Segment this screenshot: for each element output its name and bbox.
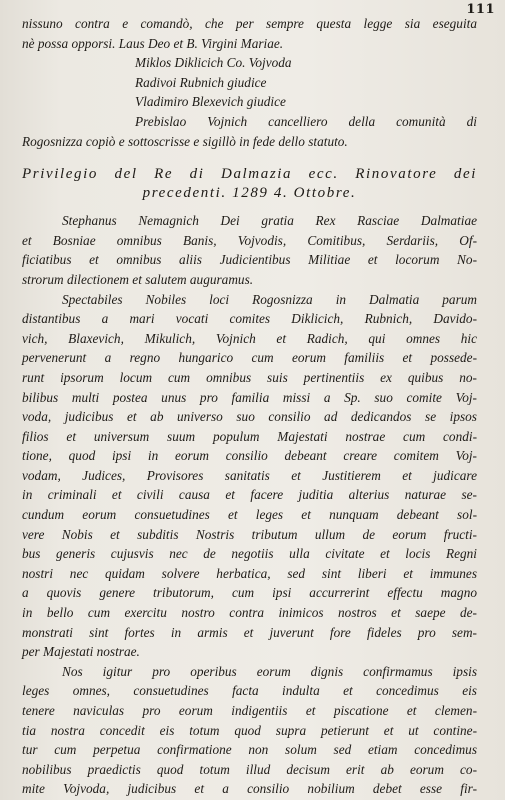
paragraph-line: distantibus a mari vocati comites Diklicich, Rubnich, Davido- [22, 311, 477, 327]
paragraph-line: tur cum perpetua confirmatione non solum sed etiam concedimus [22, 742, 477, 758]
section-heading: Privilegio del Re di Dalmazia ecc. Rinovatore dei [22, 166, 477, 183]
signature-line: Miklos Diklicich Co. Vojvoda [135, 55, 292, 71]
paragraph-line: in bello cum exercitu nostro contra inimicos nostros et saepe de- [22, 605, 477, 621]
paragraph-line: mite Vojvoda, judicibus et a consilio nobilium debet esse fir- [22, 781, 477, 797]
paragraph-line: vodam, Judices, Provisores sanitatis et Justitierem et judicare [22, 467, 477, 483]
paragraph-line: Spectabiles Nobiles loci Rogosnizza in Dalmatia parum [62, 291, 477, 307]
paragraph-line: ficiatibus et omnibus aliis Judicientibus Militiae et locorum No- [22, 252, 477, 268]
paragraph-line: vich, Blaxevich, Mikulich, Vojnich et Radich, qui omnes hic [22, 330, 477, 346]
paragraph-line: per Majestati nostrae. [22, 644, 140, 660]
paragraph-line: et Bosniae omnibus Banis, Vojvodis, Comitibus, Serdariis, Of- [22, 232, 477, 248]
paragraph-line: tione, quod ipsi in eorum consilio debeant creare comitem Voj- [22, 448, 477, 464]
paragraph-line: in criminali et civili causa et facere juditia alterius naturae se- [22, 487, 477, 503]
paragraph-line: filios et universum suum populum Majestati nostrae cum condi- [22, 428, 477, 444]
paragraph-line: cundum eorum consuetudines et leges et nunquam debeant sol- [22, 507, 477, 523]
opening-line: nissuno contra e comandò, che per sempre questa legge sia eseguita [22, 16, 477, 31]
opening-line: nè possa opporsi. Laus Deo et B. Virgini Mariae. [22, 35, 284, 51]
paragraph-line: pervenerunt a regno hungarico cum eorum familiis et possede- [22, 350, 477, 366]
page-text [22, 14, 477, 799]
paragraph-line: nostri nec quidam solvere herbatica, sed sint liberi et immunes [22, 565, 477, 581]
paragraph-line: vere Nobis et subditis Nostris tributum ullum de eorum fructi- [22, 526, 477, 542]
signature-line: Vladimiro Blexevich giudice [135, 94, 286, 110]
paragraph-line: Nos igitur pro operibus eorum dignis confirmamus ipsis [62, 663, 477, 679]
paragraph-line: a quovis genere tributorum, cum ipsi accurrerint effectu magno [22, 585, 477, 601]
paragraph-line: bilibus multi postea unus pro familia missi a Sp. suo comite Voj- [22, 389, 477, 405]
paragraph-line: tenere naviculas pro eorum indigentiis et piscatione et clemen- [22, 703, 477, 718]
paragraph-line: nobilibus praedictis quod totum illud decisum erit ab eorum co- [22, 761, 477, 777]
paragraph-line: leges omnes, consuetudines facta indulta et concedimus eis [22, 683, 477, 699]
page-number: 111 [466, 2, 495, 17]
paragraph-line: runt ipsorum locum cum omnibus suis pertinentiis ex quibus no- [22, 369, 477, 385]
closing-line: Rogosnizza copiò e sottoscrisse e sigillò in fede dello statuto. [22, 133, 348, 149]
signature-line: Radivoi Rubnich giudice [135, 74, 267, 90]
paragraph-line: voda, judicibus et ab universo suo consilio ad dedicandos se ipsos [22, 409, 477, 425]
paragraph-line: monstrati sint fortes in armis et juverunt fore fideles pro sem- [22, 624, 477, 640]
paragraph-line: bus generis cujusvis nec de negotiis ulla civitate et locis Regni [22, 546, 477, 562]
section-heading: precedenti. 1289 4. Ottobre. [142, 185, 357, 202]
paragraph-line: Stephanus Nemagnich Dei gratia Rex Rasciae Dalmatiae [62, 213, 477, 229]
signature-line: Prebislao Vojnich cancelliero della comunità di [135, 113, 477, 129]
paragraph-line: strorum dilectionem et salutem auguramus. [22, 271, 254, 287]
paragraph-line: tia nostra concedit eis totum quod supra petierunt et ut contine- [22, 722, 477, 738]
